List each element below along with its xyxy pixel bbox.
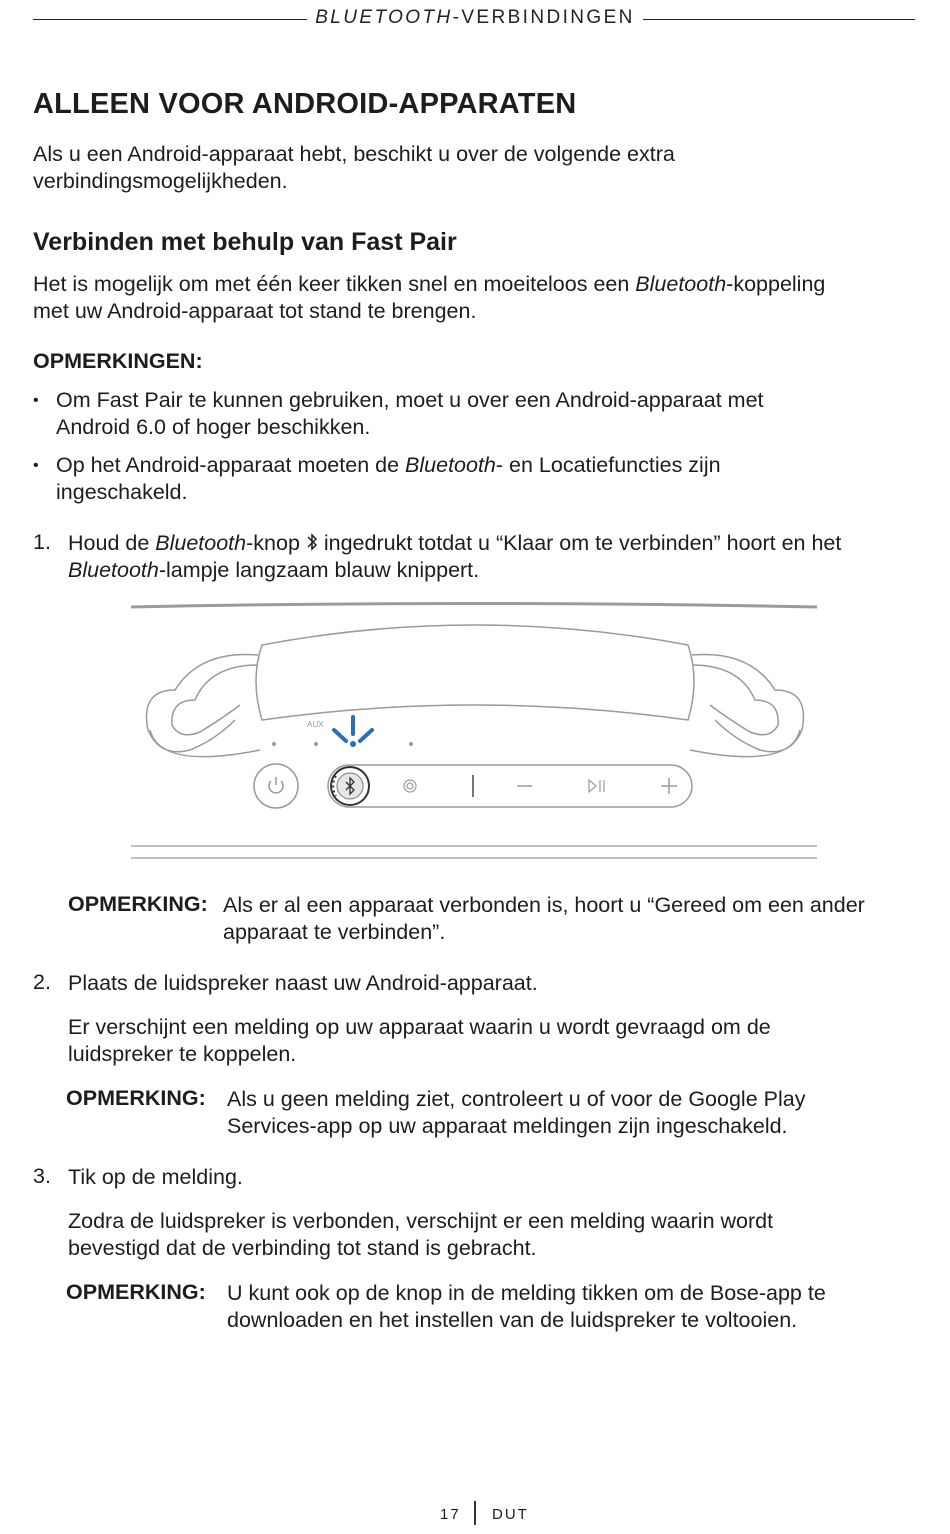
- step-3-number: 3.: [33, 1164, 51, 1188]
- bluetooth-light: [350, 741, 356, 747]
- bullet-1-line-1: Om Fast Pair te kunnen gebruiken, moet u over een Android-apparaat met: [56, 388, 764, 412]
- step-2-note-label: OPMERKING:: [66, 1086, 206, 1110]
- bullet-dot: •: [33, 457, 39, 474]
- right-handle-outer: [692, 654, 803, 751]
- step-1-italic: Bluetooth: [155, 531, 247, 555]
- bullet-2-text-a: Op het Android-apparaat moeten de: [56, 453, 406, 477]
- footer-separator: [474, 1501, 476, 1525]
- bullet-2-italic: Bluetooth: [405, 453, 496, 477]
- illustration-top-rule: [131, 604, 817, 608]
- para1-line-2: met uw Android-apparaat tot stand te brengen.: [33, 299, 477, 323]
- step-1-note-line-1: Als er al een apparaat verbonden is, hoort u “Gereed om een ander: [223, 893, 865, 917]
- left-handle-outer: [147, 654, 258, 751]
- step-1-line-2: [68, 557, 479, 584]
- step-2-number: 2.: [33, 970, 51, 994]
- para1-text-b: -koppeling: [726, 272, 826, 296]
- section-header: [0, 7, 950, 29]
- step-1-note-label: OPMERKING:: [68, 892, 208, 916]
- header-title-rest: -VERBINDINGEN: [452, 7, 635, 28]
- aux-label: AUX: [307, 720, 324, 729]
- bullet-dot: •: [33, 392, 39, 409]
- power-button-outline: [254, 764, 298, 808]
- step-1-text-a: Houd de: [68, 531, 156, 555]
- step-3-note-line-1: U kunt ook op de knop in de melding tikken om de Bose-app te: [227, 1281, 826, 1305]
- step-2-sub-line-2: luidspreker te koppelen.: [68, 1042, 297, 1066]
- bullet-2-line-1: [56, 452, 721, 479]
- step-3-sub-line-1: Zodra de luidspreker is verbonden, verschijnt er een melding waarin wordt: [68, 1209, 774, 1233]
- bluetooth-light-blink: [334, 717, 372, 741]
- step-1-note-line-2: apparaat te verbinden”.: [223, 920, 446, 944]
- step-1-line2-italic: Bluetooth: [68, 558, 159, 582]
- bullet-1-line-2: Android 6.0 of hoger beschikken.: [56, 415, 371, 439]
- indicator-dot: [314, 742, 318, 746]
- footer-language: DUT: [492, 1506, 529, 1523]
- page-title: ALLEEN VOOR ANDROID-APPARATEN: [33, 88, 577, 120]
- bullet-2-text-b: - en Locatiefuncties zijn: [495, 453, 721, 477]
- step-3-sub-line-2: bevestigd dat de verbinding tot stand is gebracht.: [68, 1236, 537, 1260]
- para1-italic: Bluetooth: [635, 272, 727, 296]
- button-bar: [328, 765, 692, 807]
- step-1-line-1: [68, 530, 841, 557]
- para1-text-a: Het is mogelijk om met één keer tikken snel en moeiteloos een: [33, 272, 636, 296]
- step-3-note-label: OPMERKING:: [66, 1280, 206, 1304]
- header-title-italic: BLUETOOTH: [315, 7, 453, 28]
- step-2-sub-line-1: Er verschijnt een melding op uw apparaat waarin u wordt gevraagd om de: [68, 1015, 771, 1039]
- step-1-line2-text: -lampje langzaam blauw knippert.: [158, 558, 480, 582]
- carry-strap: [256, 625, 694, 720]
- right-handle-inner: [692, 665, 778, 735]
- speaker-illustration: [0, 590, 950, 870]
- left-handle-inner: [172, 665, 258, 735]
- subheading: Verbinden met behulp van Fast Pair: [33, 228, 457, 256]
- page-number: 17: [440, 1506, 461, 1523]
- intro-line-1: Als u een Android-apparaat hebt, beschikt u over de volgende extra: [33, 142, 675, 166]
- intro-line-2: verbindingsmogelijkheden.: [33, 169, 288, 193]
- step-3-note-line-2: downloaden en het instellen van de luidspreker te voltooien.: [227, 1308, 798, 1332]
- indicator-dot: [409, 742, 413, 746]
- bluetooth-icon: [306, 532, 318, 552]
- step-2-text: Plaats de luidspreker naast uw Android-apparaat.: [68, 971, 538, 995]
- step-1-number: 1.: [33, 530, 51, 554]
- step-2-note-line-2: Services-app op uw apparaat meldingen zijn ingeschakeld.: [227, 1114, 788, 1138]
- step-1-text-b: -knop: [246, 531, 306, 555]
- step-3-text: Tik op de melding.: [68, 1165, 243, 1189]
- indicator-dot: [272, 742, 276, 746]
- para1-line-1: [33, 271, 825, 298]
- step-1-text-c: ingedrukt totdat u “Klaar om te verbinden” hoort en het: [317, 531, 842, 555]
- step-2-note-line-1: Als u geen melding ziet, controleert u of voor de Google Play: [227, 1087, 806, 1111]
- bullet-2-line-2: ingeschakeld.: [56, 480, 188, 504]
- notes-label: OPMERKINGEN:: [33, 349, 203, 373]
